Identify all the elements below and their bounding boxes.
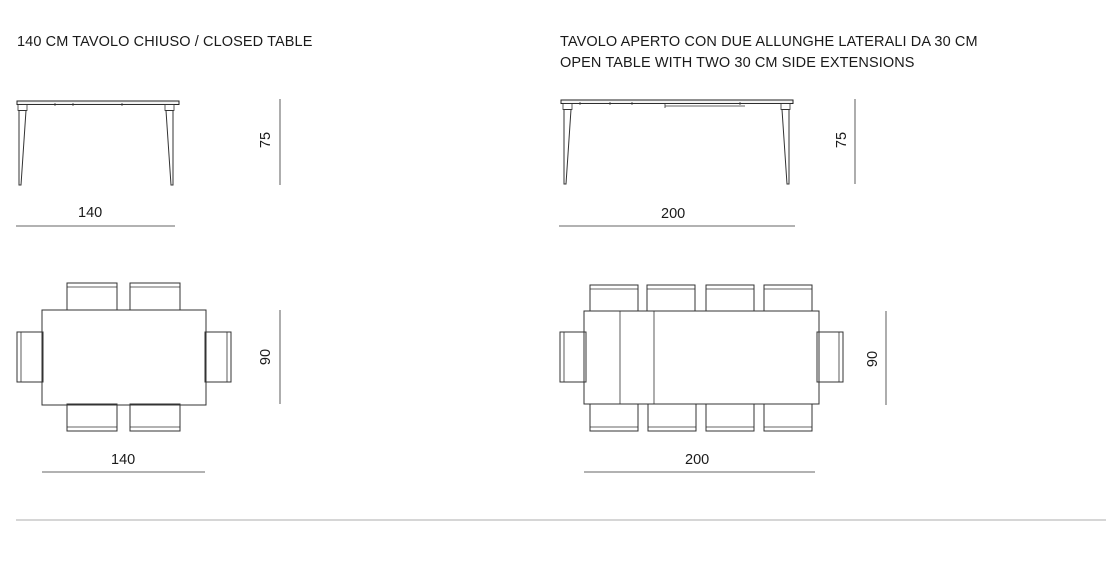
chair <box>706 404 754 431</box>
chair <box>590 285 638 311</box>
closed-table-plan <box>17 283 231 431</box>
open-leg-left <box>564 110 571 185</box>
closed-tabletop <box>17 101 179 105</box>
chair <box>648 404 696 431</box>
chair <box>130 283 180 310</box>
open-table-elevation <box>561 100 793 184</box>
closed-front-width-label: 140 <box>78 205 103 221</box>
chair <box>67 283 117 310</box>
chair <box>764 285 812 311</box>
open-tabletop <box>561 100 793 104</box>
closed-plan-tabletop <box>42 310 206 405</box>
closed-leg-right <box>166 111 173 186</box>
chair <box>647 285 695 311</box>
closed-plan-depth-label: 90 <box>258 348 274 366</box>
closed-table-elevation <box>17 101 179 185</box>
open-table-plan <box>560 285 843 431</box>
chair <box>590 404 638 431</box>
chair <box>817 332 843 382</box>
open-plan-tabletop <box>584 311 819 404</box>
open-plan-depth-label: 90 <box>865 350 881 368</box>
closed-plan-width-label: 140 <box>111 452 136 468</box>
chair <box>67 404 117 431</box>
open-leg-bracket-left <box>563 104 572 110</box>
open-front-width-label: 200 <box>661 206 686 222</box>
open-plan-width-label: 200 <box>685 452 710 468</box>
chair <box>764 404 812 431</box>
chair <box>706 285 754 311</box>
chair <box>130 404 180 431</box>
closed-leg-left <box>19 111 26 186</box>
open-table-title-italian: TAVOLO APERTO CON DUE ALLUNGHE LATERALI DA 30 CM <box>560 34 978 50</box>
closed-height-label: 75 <box>258 131 274 149</box>
closed-table-title: 140 CM TAVOLO CHIUSO / CLOSED TABLE <box>17 34 313 50</box>
chair <box>560 332 586 382</box>
closed-leg-bracket-right <box>165 105 174 111</box>
open-leg-bracket-right <box>781 104 790 110</box>
open-table-title-english: OPEN TABLE WITH TWO 30 CM SIDE EXTENSIONS <box>560 55 915 71</box>
open-height-label: 75 <box>834 131 850 149</box>
chair <box>17 332 43 382</box>
closed-leg-bracket-left <box>18 105 27 111</box>
open-leg-right <box>782 110 789 185</box>
chair <box>205 332 231 382</box>
